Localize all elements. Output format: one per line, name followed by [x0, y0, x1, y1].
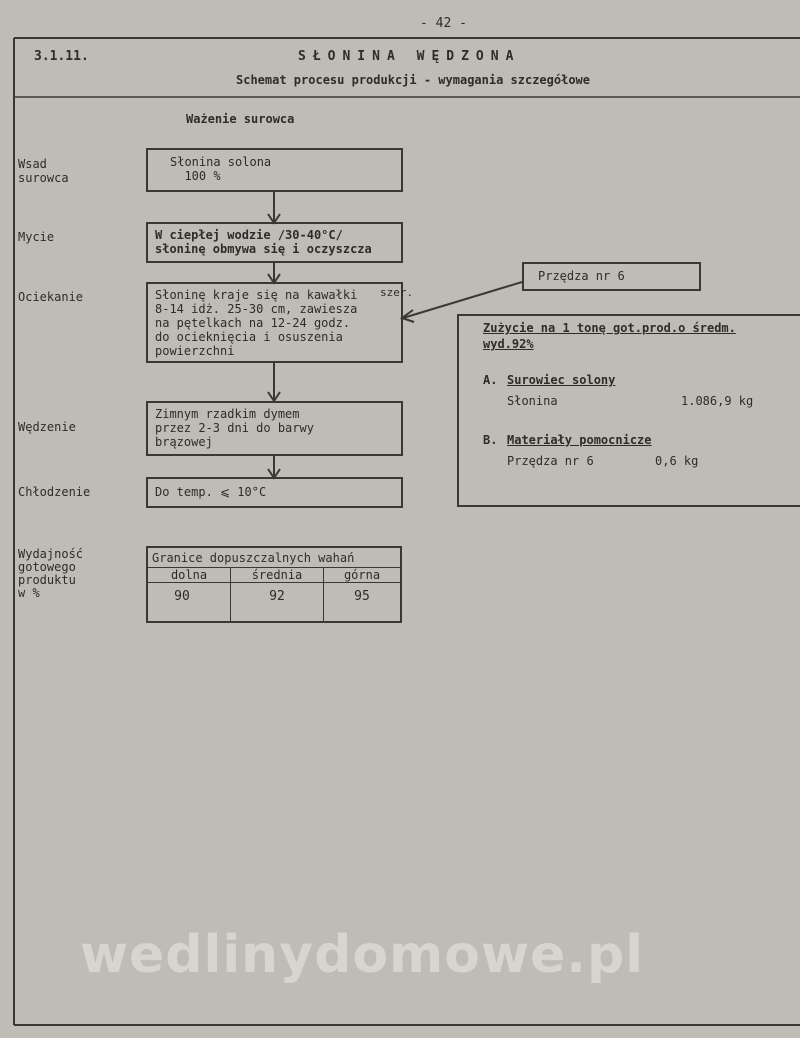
- step-note-width: szer.: [380, 286, 414, 299]
- yield-value-high: 95: [354, 589, 370, 604]
- step-label-washing: Mycie: [18, 230, 55, 244]
- step-label-smoking: Wędzenie: [18, 420, 76, 434]
- step-box-input: [146, 148, 403, 192]
- consumption-heading: Zużycie na 1 tonę got.prod.o średm. wyd.92%: [483, 321, 736, 351]
- page-subtitle: Schemat procesu produkcji - wymagania szczegółowe: [236, 73, 591, 87]
- page-title: SŁONINA WĘDZONA: [298, 49, 521, 64]
- yield-table-caption: Granice dopuszczalnych wahań: [152, 551, 355, 565]
- group-b-item: Przędza nr 6: [507, 454, 594, 468]
- weighing-heading: Ważenie surowca: [186, 112, 295, 126]
- step-box-dripping: [146, 282, 403, 363]
- yield-header-low: dolna: [170, 568, 208, 582]
- yield-header-high: górna: [343, 568, 381, 582]
- step-box-cooling: [146, 477, 403, 508]
- step-text-cooling: Do temp. ⩽ 10°C: [155, 485, 267, 499]
- step-label-input: Wsad surowca: [18, 157, 69, 185]
- twine-box: [522, 262, 701, 291]
- group-a-item: Słonina: [507, 394, 558, 408]
- step-box-washing: [146, 222, 403, 263]
- step-box-smoking: [146, 401, 403, 456]
- step-text-dripping: Słoninę kraje się na kawałki 8-14 idż. 25-30 cm, zawiesza na pętelkach na 12-24 godz. do ocieknięcia i osuszenia powierzchni: [155, 288, 358, 358]
- group-b-letter: B.: [483, 433, 498, 447]
- step-label-cooling: Chłodzenie: [18, 485, 91, 499]
- group-a-letter: A.: [483, 373, 498, 387]
- watermark: wedlinydomowe.pl: [80, 925, 645, 985]
- page-number: - 42 -: [420, 16, 467, 31]
- step-text-input: Słonina solona 100 %: [170, 155, 272, 183]
- step-label-dripping: Ociekanie: [18, 290, 84, 304]
- consumption-panel: [457, 314, 800, 507]
- twine-box-text: Przędza nr 6: [538, 269, 625, 283]
- group-b-title: Materiały pomocnicze: [507, 433, 652, 447]
- group-b-amount: 0,6 kg: [655, 454, 699, 468]
- step-text-washing: W ciepłej wodzie /30-40°C/ słoninę obmywa się i oczyszcza: [155, 228, 372, 256]
- yield-value-low: 90: [174, 589, 190, 604]
- yield-table: [146, 546, 402, 623]
- step-text-smoking: Zimnym rzadkim dymem przez 2-3 dni do barwy brązowej: [155, 407, 314, 449]
- yield-label: Wydajność gotowego produktu w %: [18, 547, 84, 600]
- group-a-amount: 1.086,9 kg: [681, 394, 754, 408]
- yield-value-mid: 92: [269, 589, 285, 604]
- yield-header-mid: średnia: [251, 568, 303, 582]
- section-number: 3.1.11.: [34, 49, 89, 64]
- group-a-title: Surowiec solony: [507, 373, 616, 387]
